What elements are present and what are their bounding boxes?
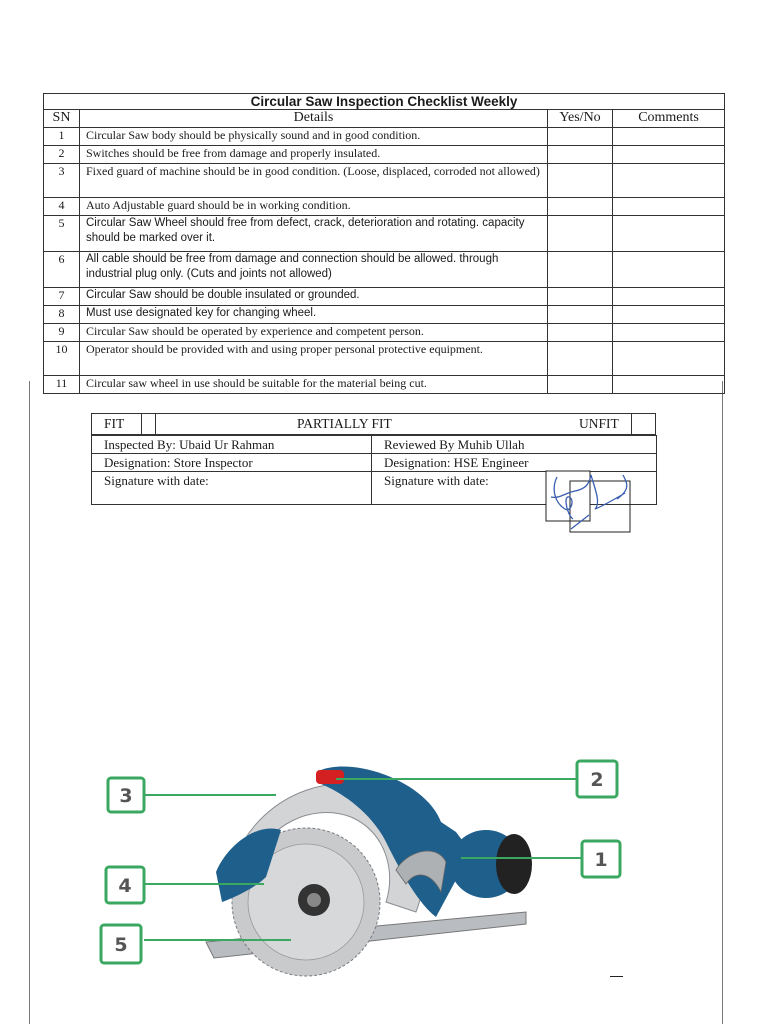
row-sn: 6 — [44, 252, 80, 288]
row-yes-no-cell[interactable] — [548, 324, 613, 342]
inspection-checklist-table — [43, 93, 725, 394]
row-details: Circular Saw body should be physically sound and in good condition. — [80, 128, 548, 146]
row-yes-no-cell[interactable] — [548, 128, 613, 146]
callout-2-label: 2 — [590, 769, 604, 791]
row-comments-cell[interactable] — [613, 252, 725, 288]
inspector-signature-field[interactable]: Signature with date: — [92, 472, 372, 505]
callout-5 — [101, 925, 141, 963]
fit-label: FIT — [104, 416, 125, 431]
callout-2 — [577, 761, 617, 797]
row-yes-no-cell[interactable] — [548, 342, 613, 376]
checklist-header-row — [44, 110, 725, 128]
row-comments-cell[interactable] — [613, 376, 725, 394]
checklist-title: Circular Saw Inspection Checklist Weekly — [44, 94, 725, 110]
row-details: Fixed guard of machine should be in good condition. (Loose, displaced, corroded not allowed) — [80, 164, 548, 198]
row-sn: 1 — [44, 128, 80, 146]
callout-4-label: 4 — [118, 875, 132, 897]
fitness-status-bar — [91, 413, 656, 435]
checklist-row — [44, 252, 725, 288]
checklist-row — [44, 306, 725, 324]
row-comments-cell[interactable] — [613, 342, 725, 376]
header-details: Details — [80, 110, 548, 128]
row-details: Switches should be free from damage and properly insulated. — [80, 146, 548, 164]
inspected-by: Inspected By: Ubaid Ur Rahman — [92, 436, 372, 454]
checklist-row — [44, 216, 725, 252]
row-sn: 4 — [44, 198, 80, 216]
row-details: Circular Saw should be operated by experience and competent person. — [80, 324, 548, 342]
callout-4 — [106, 867, 144, 903]
checklist-row — [44, 146, 725, 164]
row-comments-cell[interactable] — [613, 288, 725, 306]
callout-3 — [108, 778, 144, 812]
row-comments-cell[interactable] — [613, 306, 725, 324]
callout-5-label: 5 — [114, 934, 128, 956]
partially-fit-label: PARTIALLY FIT — [297, 416, 392, 431]
callout-3-label: 3 — [119, 785, 133, 807]
row-comments-cell[interactable] — [613, 198, 725, 216]
row-sn: 5 — [44, 216, 80, 252]
callout-1 — [582, 841, 620, 877]
fit-checkbox-divider — [155, 414, 156, 434]
arbor-center — [307, 893, 321, 907]
reviewer-designation: Designation: HSE Engineer — [372, 454, 657, 472]
row-details: Must use designated key for changing wheel. — [80, 306, 548, 324]
row-yes-no-cell[interactable] — [548, 198, 613, 216]
header-comments: Comments — [613, 110, 725, 128]
row-comments-cell[interactable] — [613, 216, 725, 252]
row-yes-no-cell[interactable] — [548, 306, 613, 324]
row-yes-no-cell[interactable] — [548, 252, 613, 288]
row-sn: 7 — [44, 288, 80, 306]
row-yes-no-cell[interactable] — [548, 216, 613, 252]
checklist-row — [44, 288, 725, 306]
row-yes-no-cell[interactable] — [548, 288, 613, 306]
row-sn: 11 — [44, 376, 80, 394]
checklist-row — [44, 324, 725, 342]
header-yes-no: Yes/No — [548, 110, 613, 128]
checklist-row — [44, 342, 725, 376]
row-sn: 10 — [44, 342, 80, 376]
row-sn: 2 — [44, 146, 80, 164]
inspector-designation: Designation: Store Inspector — [92, 454, 372, 472]
fit-checkbox-divider — [141, 414, 142, 434]
checklist-row — [44, 198, 725, 216]
row-yes-no-cell[interactable] — [548, 146, 613, 164]
handwritten-signature — [545, 469, 631, 533]
checklist-row — [44, 164, 725, 198]
checklist-row — [44, 376, 725, 394]
page-mark — [610, 976, 623, 977]
row-details: Circular saw wheel in use should be suitable for the material being cut. — [80, 376, 548, 394]
row-details: All cable should be free from damage and connection should be allowed. through industrial plug only. (Cuts and joints not allowed) — [80, 252, 548, 288]
row-details: Circular Saw should be double insulated or grounded. — [80, 288, 548, 306]
motor-vents — [496, 834, 532, 894]
row-sn: 9 — [44, 324, 80, 342]
circular-saw-diagram — [96, 752, 626, 992]
unfit-checkbox-divider — [631, 414, 632, 434]
row-comments-cell[interactable] — [613, 324, 725, 342]
row-details: Auto Adjustable guard should be in working condition. — [80, 198, 548, 216]
reviewer-signature-field[interactable]: Signature with date: — [372, 472, 657, 505]
header-sn: SN — [44, 110, 80, 128]
row-sn: 8 — [44, 306, 80, 324]
row-comments-cell[interactable] — [613, 146, 725, 164]
row-sn: 3 — [44, 164, 80, 198]
checklist-row — [44, 128, 725, 146]
row-comments-cell[interactable] — [613, 128, 725, 146]
unfit-label: UNFIT — [579, 416, 619, 431]
row-yes-no-cell[interactable] — [548, 164, 613, 198]
row-comments-cell[interactable] — [613, 164, 725, 198]
row-details: Circular Saw Wheel should free from defect, crack, deterioration and rotating. capacity should be marked over it. — [80, 216, 548, 252]
reviewed-by: Reviewed By Muhib Ullah — [372, 436, 657, 454]
callout-1-label: 1 — [594, 849, 608, 871]
saw-switch — [316, 770, 344, 784]
row-details: Operator should be provided with and using proper personal protective equipment. — [80, 342, 548, 376]
row-yes-no-cell[interactable] — [548, 376, 613, 394]
